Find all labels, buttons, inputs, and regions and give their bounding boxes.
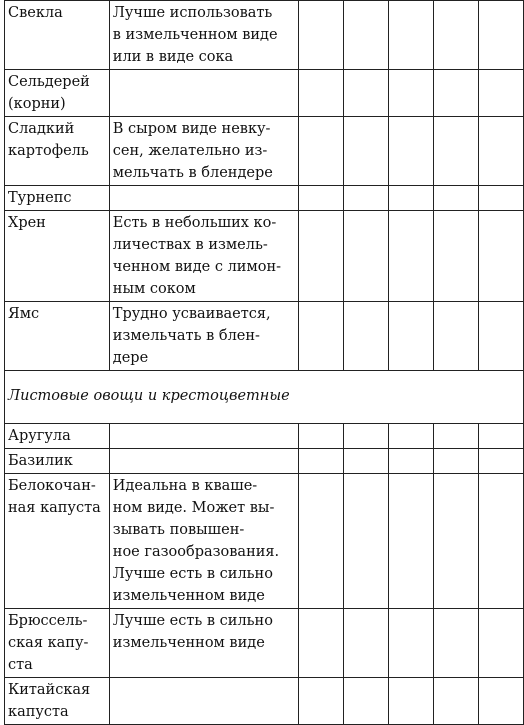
- vegetable-name-cell: Сельдерей (корни): [5, 70, 110, 117]
- blank-cell: [343, 186, 388, 211]
- blank-cell: [388, 678, 433, 725]
- preparation-note-cell: Идеальна в кваше- ном виде. Может вы- зывать повышен- ное газообразования. Лучше есть в сильно измельченном виде: [109, 474, 298, 609]
- preparation-note-cell: [109, 70, 298, 117]
- vegetable-name-cell: Ямс: [5, 302, 110, 371]
- table-row: [5, 186, 524, 211]
- table-row: [5, 302, 524, 371]
- preparation-note-cell: Есть в небольших ко- личествах в измель- ченном виде с лимон- ным соком: [109, 211, 298, 302]
- blank-cell: [433, 1, 478, 70]
- blank-cell: [298, 1, 343, 70]
- blank-cell: [343, 474, 388, 609]
- vegetable-name-cell: Турнепс: [5, 186, 110, 211]
- preparation-note-cell: В сыром виде невку- сен, желательно из- мельчать в блендере: [109, 117, 298, 186]
- blank-cell: [433, 211, 478, 302]
- table-row: [5, 474, 524, 609]
- blank-cell: [433, 117, 478, 186]
- vegetable-name-cell: Свекла: [5, 1, 110, 70]
- blank-cell: [298, 117, 343, 186]
- blank-cell: [388, 1, 433, 70]
- blank-cell: [478, 211, 523, 302]
- blank-cell: [478, 424, 523, 449]
- table-row: [5, 609, 524, 678]
- blank-cell: [343, 1, 388, 70]
- blank-cell: [298, 424, 343, 449]
- blank-cell: [478, 302, 523, 371]
- vegetable-name-cell: Брюссель- ская капу- ста: [5, 609, 110, 678]
- blank-cell: [298, 211, 343, 302]
- blank-cell: [433, 70, 478, 117]
- blank-cell: [343, 117, 388, 186]
- blank-cell: [343, 609, 388, 678]
- preparation-note-cell: Лучше есть в сильно измельченном виде: [109, 609, 298, 678]
- preparation-note-cell: [109, 186, 298, 211]
- blank-cell: [298, 609, 343, 678]
- blank-cell: [343, 678, 388, 725]
- vegetable-name-cell: Сладкий картофель: [5, 117, 110, 186]
- table-row: [5, 117, 524, 186]
- blank-cell: [298, 70, 343, 117]
- blank-cell: [433, 449, 478, 474]
- blank-cell: [298, 302, 343, 371]
- blank-cell: [343, 211, 388, 302]
- table-row: [5, 70, 524, 117]
- blank-cell: [388, 117, 433, 186]
- preparation-note-cell: [109, 678, 298, 725]
- blank-cell: [433, 186, 478, 211]
- section-label: Листовые овощи и крестоцветные: [5, 371, 524, 424]
- table-row: [5, 211, 524, 302]
- blank-cell: [388, 424, 433, 449]
- blank-cell: [298, 186, 343, 211]
- blank-cell: [388, 302, 433, 371]
- blank-cell: [478, 70, 523, 117]
- blank-cell: [433, 609, 478, 678]
- blank-cell: [478, 678, 523, 725]
- section-row: [5, 371, 524, 424]
- vegetable-table-body: [5, 1, 524, 725]
- blank-cell: [478, 186, 523, 211]
- vegetable-name-cell: Аругула: [5, 424, 110, 449]
- blank-cell: [433, 474, 478, 609]
- blank-cell: [388, 211, 433, 302]
- blank-cell: [478, 1, 523, 70]
- blank-cell: [388, 70, 433, 117]
- blank-cell: [388, 186, 433, 211]
- blank-cell: [433, 678, 478, 725]
- blank-cell: [433, 424, 478, 449]
- blank-cell: [343, 424, 388, 449]
- vegetable-name-cell: Базилик: [5, 449, 110, 474]
- preparation-note-cell: [109, 449, 298, 474]
- blank-cell: [388, 609, 433, 678]
- vegetable-name-cell: Китайская капуста: [5, 678, 110, 725]
- blank-cell: [478, 449, 523, 474]
- preparation-note-cell: Трудно усваивается, измельчать в блен- дере: [109, 302, 298, 371]
- vegetable-table: [4, 0, 524, 725]
- blank-cell: [298, 678, 343, 725]
- blank-cell: [478, 474, 523, 609]
- blank-cell: [298, 449, 343, 474]
- table-row: [5, 1, 524, 70]
- preparation-note-cell: [109, 424, 298, 449]
- blank-cell: [388, 449, 433, 474]
- table-row: [5, 424, 524, 449]
- table-row: [5, 678, 524, 725]
- blank-cell: [343, 302, 388, 371]
- vegetable-name-cell: Хрен: [5, 211, 110, 302]
- blank-cell: [343, 70, 388, 117]
- vegetable-name-cell: Белокочан- ная капуста: [5, 474, 110, 609]
- blank-cell: [478, 117, 523, 186]
- blank-cell: [298, 474, 343, 609]
- preparation-note-cell: Лучше использовать в измельченном виде или в виде сока: [109, 1, 298, 70]
- table-row: [5, 449, 524, 474]
- blank-cell: [343, 449, 388, 474]
- blank-cell: [433, 302, 478, 371]
- blank-cell: [478, 609, 523, 678]
- blank-cell: [388, 474, 433, 609]
